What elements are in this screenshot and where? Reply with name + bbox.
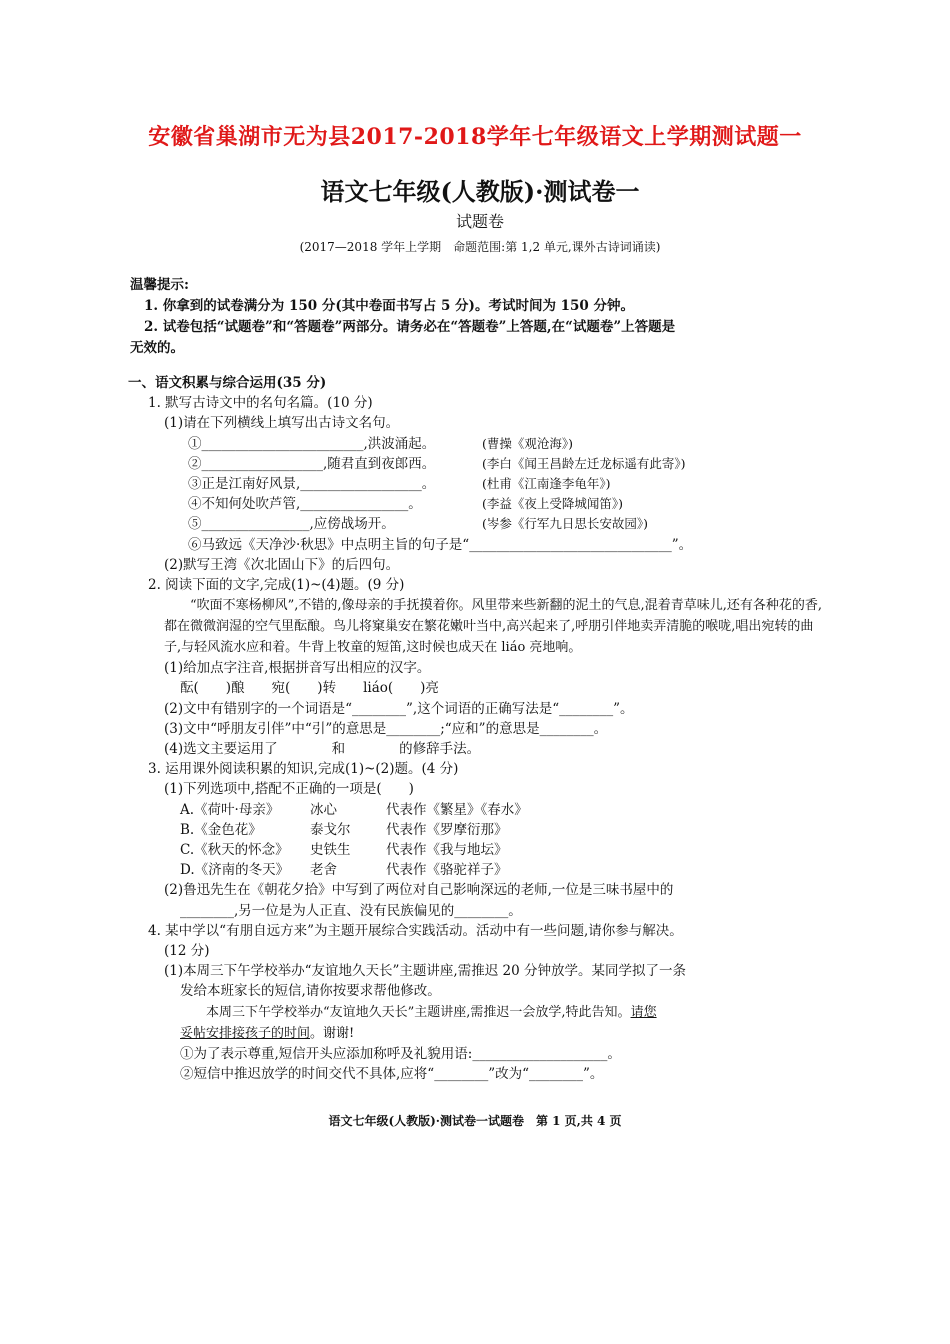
question-2-3: (3)文中“呼朋友引伴”中“引”的意思是________;“应和”的意思是________。 — [164, 720, 608, 737]
question-4-1-cont: 发给本班家长的短信,请你按要求帮他修改。 — [180, 983, 441, 1000]
option-d: D.《济南的冬天》 老舍 代表作《骆驼祥子》 — [180, 862, 508, 879]
question-4-1: (1)本周三下午学校举办“友谊地久天长”主题讲座,需推迟 20 分钟放学。某同学拟了一条 — [164, 963, 686, 980]
exam-range: (2017—2018 学年上学期 命题范围:第 1,2 单元,课外古诗词诵读) — [299, 240, 661, 254]
poem-line: ②__________________,随君直到夜郎西。 (李白《闻王昌龄左迁龙标遥有此寄》) — [130, 454, 830, 474]
page-footer: 语文七年级(人教版)·测试卷一试题卷 第 1 页,共 4 页 — [328, 1114, 622, 1128]
poem-source: (曹操《观沧海》) — [482, 435, 574, 451]
question-1-1: (1)请在下列横线上填写出古诗文名句。 — [164, 415, 400, 432]
question-3-2: (2)鲁迅先生在《朝花夕拾》中写到了两位对自己影响深远的老师,一位是三味书屋中的 — [164, 882, 674, 899]
question-3: 3. 运用课外阅读积累的知识,完成(1)~(2)题。(4 分) — [148, 761, 459, 778]
poem-source: (李益《夜上受降城闻笛》) — [482, 496, 624, 512]
option-c: C.《秋天的怀念》 史铁生 代表作《我与地坛》 — [180, 842, 508, 859]
poem-line: ⑤________________,应傍战场开。 (岑参《行军九日思长安故园》) — [130, 514, 830, 534]
question-4-1-ii: ②短信中推迟放学的时间交代不具体,应将“________”改为“________”。 — [180, 1065, 604, 1082]
poem-line: ④不知何处吹芦管,________________。 (李益《夜上受降城闻笛》) — [130, 494, 830, 514]
sms-underlined: 妥帖安排接孩子的时间 — [180, 1025, 311, 1041]
question-2-2: (2)文中有错别字的一个词语是“________”,这个词语的正确写法是“________”。 — [164, 700, 634, 717]
document-title: 安徽省巢湖市无为县2017-2018学年七年级语文上学期测试题一 — [148, 124, 802, 150]
question-3-2-cont: ________,另一位是为人正直、没有民族偏见的________。 — [180, 902, 522, 919]
reading-passage: “吹面不寒杨柳风”,不错的,像母亲的手抚摸着你。风里带来些新翻的泥土的气息,混着青草味儿,还有各种花的香,都在微微润湿的空气里酝酿。鸟儿将窠巢安在繁花嫩叶当中,高兴起来了,呼朋引伴地卖弄清脆的喉咙,唱出宛转的曲子,与轻风流水应和着。牛背上牧童的短笛,这时候也成天在 liáo 亮地响。 — [164, 598, 822, 656]
section-heading: 一、语文积累与综合运用(35 分) — [128, 375, 327, 391]
sms-underlined: 请您 — [630, 1004, 657, 1020]
exam-subtitle: 试题卷 — [455, 212, 504, 231]
tips-heading: 温馨提示: — [130, 277, 189, 293]
poem-line: ③正是江南好风景,__________________。 (杜甫《江南逢李龟年》) — [130, 474, 830, 494]
question-3-1: (1)下列选项中,搭配不正确的一项是( ) — [164, 781, 414, 798]
section-1 — [130, 373, 830, 1084]
question-1: 1. 默写古诗文中的名句名篇。(10 分) — [148, 395, 373, 412]
tips-block — [130, 275, 830, 359]
sms-draft: 本周三下午学校举办“友谊地久天长”主题讲座,需推迟一会放学,特此告知。请您 妥帖安排接孩子的时间。谢谢! — [180, 1004, 657, 1041]
exam-paper — [130, 172, 830, 1084]
option-b: B.《金色花》 泰戈尔 代表作《罗摩衍那》 — [180, 821, 508, 838]
exam-title: 语文七年级(人教版)·测试卷一 — [320, 177, 640, 206]
question-4-points: (12 分) — [164, 943, 210, 960]
question-1-2: (2)默写王湾《次北固山下》的后四句。 — [164, 556, 400, 573]
question-2-4: (4)选文主要运用了 和 的修辞手法。 — [164, 741, 481, 758]
poem-source: (李白《闻王昌龄左迁龙标遥有此寄》) — [482, 455, 686, 471]
question-2: 2. 阅读下面的文字,完成(1)~(4)题。(9 分) — [148, 577, 405, 594]
poem-line-6: ⑥马致远《天净沙·秋思》中点明主旨的句子是“______________________________”。 — [188, 536, 693, 553]
question-2-1: (1)给加点字注音,根据拼音写出相应的汉字。 — [164, 660, 431, 677]
question-4-1-i: ①为了表示尊重,短信开头应添加称呼及礼貌用语:____________________。 — [180, 1045, 621, 1062]
poem-source: (岑参《行军九日思长安故园》) — [482, 516, 649, 532]
tip-1: 1. 你拿到的试卷满分为 150 分(其中卷面书写占 5 分)。考试时间为 150 分钟。 — [144, 298, 635, 314]
option-a: A.《荷叶·母亲》 冰心 代表作《繁星》《春水》 — [180, 801, 528, 818]
question-2-1-items: 酝( )酿 宛( )转 liáo( )亮 — [180, 680, 439, 697]
tip-2-cont: 无效的。 — [130, 340, 184, 356]
poem-line: ①________________________,洪波涌起。 (曹操《观沧海》) — [130, 434, 830, 454]
tip-2: 2. 试卷包括“试题卷”和“答题卷”两部分。请务必在“答题卷”上答题,在“试题卷”上答题是 — [144, 319, 676, 335]
question-4: 4. 某中学以“有朋自远方来”为主题开展综合实践活动。活动中有一些问题,请你参与解决。 — [148, 922, 683, 939]
poem-source: (杜甫《江南逢李龟年》) — [482, 476, 611, 492]
